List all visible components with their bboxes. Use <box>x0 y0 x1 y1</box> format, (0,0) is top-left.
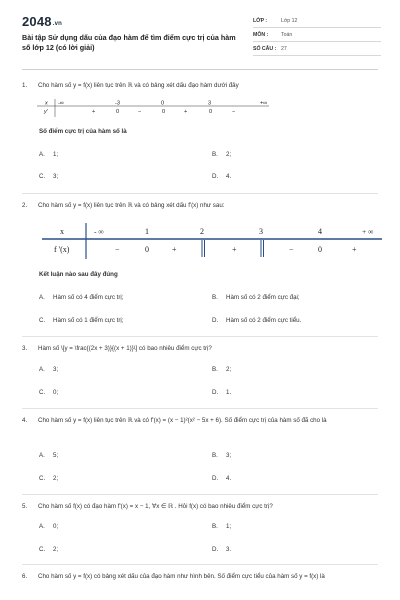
option-text: Hàm số có 2 điểm cực đại; <box>226 294 300 301</box>
sign-value: − <box>289 245 294 254</box>
option-c[interactable] <box>39 475 58 482</box>
option-letter: C. <box>39 475 46 482</box>
x-value: -3 <box>115 100 120 107</box>
option-letter: B. <box>212 452 218 459</box>
question-4 <box>22 416 382 438</box>
option-text: Hàm số có 2 điểm cực tiểu. <box>226 317 302 324</box>
sign-value: − <box>138 109 142 115</box>
question-number: 1. <box>22 82 28 89</box>
option-text: 2; <box>226 151 232 158</box>
logo-text: 2048 <box>22 14 52 29</box>
option-c[interactable] <box>39 317 124 324</box>
option-c[interactable] <box>39 173 58 180</box>
option-text: 1; <box>53 151 59 158</box>
option-a[interactable] <box>39 294 124 301</box>
question-divider <box>22 336 378 337</box>
logo-suffix: .vn <box>52 21 63 27</box>
question-prompt: Số điểm cực trị của hàm số là <box>39 128 127 135</box>
option-text: 2; <box>226 366 232 373</box>
option-a[interactable] <box>39 452 58 459</box>
option-letter: D. <box>212 475 219 482</box>
question-text: Cho hàm số y = f(x) có bảng xét dấu của đạo hàm như hình bên. Số điểm cực tiểu của hàm số y = f(x) là <box>38 573 325 580</box>
option-letter: D. <box>212 317 219 324</box>
option-b[interactable] <box>212 151 231 158</box>
option-text: Hàm số có 4 điểm cực trị; <box>53 294 124 301</box>
option-text: 3; <box>53 366 59 373</box>
question-divider <box>22 193 378 194</box>
option-letter: C. <box>39 317 46 324</box>
option-text: 5; <box>53 452 59 459</box>
option-letter: D. <box>212 173 219 180</box>
option-a[interactable] <box>39 151 58 158</box>
meta-row-count <box>253 42 381 56</box>
meta-value: Lớp 12 <box>281 17 298 24</box>
x-value: -∞ <box>58 100 64 107</box>
option-d[interactable] <box>212 317 301 324</box>
option-text: 4. <box>226 475 232 482</box>
sign-value: − <box>232 109 236 115</box>
option-d[interactable] <box>212 173 231 180</box>
x-value: +∞ <box>260 100 268 107</box>
option-letter: B. <box>212 523 218 530</box>
option-letter: A. <box>39 452 45 459</box>
x-value: 2 <box>200 227 204 236</box>
option-letter: D. <box>212 389 219 396</box>
table-x-label: x <box>45 100 48 107</box>
option-letter: B. <box>212 151 218 158</box>
option-b[interactable] <box>212 523 231 530</box>
sign-value: − <box>115 245 120 254</box>
question-number: 2. <box>22 202 28 209</box>
question-text: Cho hàm số f(x) có đạo hàm f'(x) = x − 1, ∀x ∈ ℝ . Hỏi f(x) có bao nhiêu điểm cực trị? <box>38 503 273 510</box>
option-d[interactable] <box>212 475 231 482</box>
meta-row-class <box>253 14 381 28</box>
site-logo[interactable] <box>22 14 62 29</box>
option-b[interactable] <box>212 452 231 459</box>
meta-label: SỐ CÂU : <box>253 45 277 52</box>
question-text: Cho hàm số y = f(x) liên tục trên ℝ và có bảng xét dấu đạo hàm dưới đây <box>38 82 239 89</box>
meta-label: MÔN : <box>253 31 269 38</box>
sign-value: + <box>232 245 237 254</box>
option-letter: B. <box>212 294 218 301</box>
x-value: 1 <box>145 227 149 236</box>
x-value: 0 <box>161 100 165 107</box>
document-meta <box>253 14 381 56</box>
question-prompt: Kết luận nào sau đây đúng <box>39 271 118 278</box>
question-number: 6. <box>22 573 28 580</box>
question-number: 4. <box>22 417 28 424</box>
option-letter: A. <box>39 523 45 530</box>
table-y-label: y' <box>44 109 48 115</box>
sign-value: 0 <box>116 109 120 115</box>
question-6 <box>22 572 382 594</box>
question-3 <box>22 344 382 356</box>
meta-row-subject <box>253 28 381 42</box>
question-divider <box>22 494 378 495</box>
option-b[interactable] <box>212 294 300 301</box>
option-c[interactable] <box>39 389 58 396</box>
option-d[interactable] <box>212 389 231 396</box>
sign-table-q2 <box>42 223 382 259</box>
option-text: 0; <box>53 523 59 530</box>
x-value: - ∞ <box>94 227 104 236</box>
option-text: 3; <box>226 452 232 459</box>
sign-table-q1 <box>37 99 269 117</box>
option-a[interactable] <box>39 523 58 530</box>
option-letter: D. <box>212 546 219 553</box>
option-letter: B. <box>212 366 218 373</box>
option-text: Hàm số có 1 điểm cực trị; <box>53 317 124 324</box>
option-text: 0; <box>53 389 59 396</box>
option-letter: C. <box>39 389 46 396</box>
x-value: 3 <box>259 227 263 236</box>
sign-value: + <box>92 109 96 115</box>
option-b[interactable] <box>212 366 231 373</box>
meta-value: Toán <box>281 31 293 38</box>
question-text: Hàm số \[y = \frac{(2x + 3)}{(x + 1)}\] có bao nhiêu điểm cực trị? <box>38 345 212 352</box>
option-d[interactable] <box>212 546 231 553</box>
question-divider <box>22 564 378 565</box>
option-text: 2; <box>53 546 59 553</box>
sign-value: + <box>172 245 177 254</box>
sign-value: 0 <box>145 245 149 254</box>
option-c[interactable] <box>39 546 58 553</box>
x-value: 4 <box>318 227 322 236</box>
option-letter: C. <box>39 546 46 553</box>
sign-value: + <box>352 245 357 254</box>
header-divider <box>22 69 378 70</box>
option-a[interactable] <box>39 366 58 373</box>
option-letter: A. <box>39 366 45 373</box>
x-value: + ∞ <box>362 227 374 236</box>
option-letter: A. <box>39 294 45 301</box>
option-text: 3. <box>226 546 232 553</box>
option-text: 1. <box>226 389 232 396</box>
sign-value: 0 <box>162 109 166 115</box>
meta-value: 27 <box>281 45 287 52</box>
question-text: Cho hàm số y = f(x) liên tục trên ℝ và có bảng xét dấu f'(x) như sau: <box>38 202 225 209</box>
question-divider <box>22 408 378 409</box>
question-1 <box>22 81 382 93</box>
option-text: 1; <box>226 523 232 530</box>
sign-value: + <box>184 109 188 115</box>
option-text: 4. <box>226 173 232 180</box>
option-text: 2; <box>53 475 59 482</box>
question-text: Cho hàm số y = f(x) liên tục trên ℝ và có f'(x) = (x − 1)²(x² − 5x + 6). Số điểm cực trị của hàm số đã cho là <box>38 417 327 424</box>
option-text: 3; <box>53 173 59 180</box>
question-2 <box>22 201 382 213</box>
question-number: 3. <box>22 345 28 352</box>
sign-value: 0 <box>318 245 322 254</box>
table-y-label: f '(x) <box>54 245 70 254</box>
table-x-label: x <box>60 227 64 236</box>
option-letter: A. <box>39 151 45 158</box>
meta-label: LỚP : <box>253 17 268 24</box>
sign-value: 0 <box>209 109 213 115</box>
question-number: 5. <box>22 503 28 510</box>
question-5 <box>22 502 382 514</box>
option-letter: C. <box>39 173 46 180</box>
x-value: 3 <box>208 100 212 107</box>
document-title: Bài tập Sử dụng dấu của đạo hàm để tìm điểm cực trị của hàm số lớp 12 (có lời giải) <box>22 33 236 52</box>
